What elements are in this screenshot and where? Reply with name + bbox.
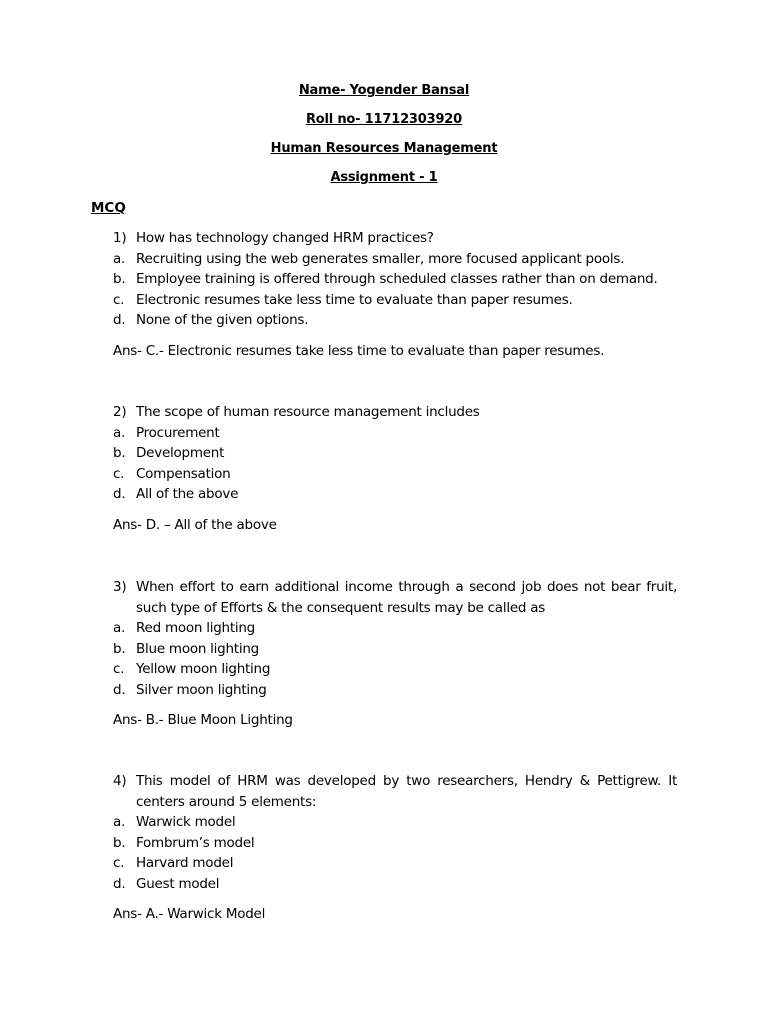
question-prompt: This model of HRM was developed by two researchers, Hendry & Pettigrew. It centers around 5 elements:	[136, 773, 677, 810]
option-letter: a.	[113, 814, 126, 830]
option-item	[113, 290, 677, 311]
question-prompt: The scope of human resource management includes	[136, 404, 480, 420]
option-letter: c.	[113, 465, 125, 482]
option-text: Compensation	[136, 465, 231, 482]
option-letter: c.	[113, 291, 125, 308]
option-letter: c.	[113, 661, 125, 677]
option-item	[113, 310, 677, 331]
question-text	[113, 228, 677, 249]
option-item	[113, 443, 677, 464]
option-letter: a.	[113, 620, 126, 636]
option-text: Red moon lighting	[136, 620, 256, 636]
answer-text: Ans- B.- Blue Moon Lighting	[113, 712, 293, 728]
roll-number: Roll no- 11712303920	[306, 112, 462, 127]
option-text: Development	[136, 445, 225, 461]
subject-title: Human Resources Management	[270, 141, 498, 156]
question-1	[113, 228, 677, 361]
option-text: Warwick model	[136, 814, 236, 830]
option-text: Guest model	[136, 875, 220, 892]
option-letter: d.	[113, 681, 126, 698]
option-text: Silver moon lighting	[136, 681, 267, 698]
answer-text: Ans- D. – All of the above	[113, 516, 277, 533]
question-number: 2)	[113, 404, 127, 420]
question-prompt: How has technology changed HRM practices?	[136, 230, 434, 246]
option-item	[113, 680, 677, 701]
option-text: Blue moon lighting	[136, 640, 259, 657]
option-item	[113, 874, 677, 895]
question-text	[113, 402, 677, 423]
option-item	[113, 269, 677, 290]
answer-text: Ans- C.- Electronic resumes take less time to evaluate than paper resumes.	[113, 342, 605, 359]
option-item	[113, 853, 677, 874]
option-letter: b.	[113, 640, 126, 657]
section-heading: MCQ	[91, 200, 126, 216]
option-item	[113, 639, 677, 660]
option-list	[113, 812, 677, 894]
answer-text: Ans- A.- Warwick Model	[113, 906, 266, 922]
option-text: Electronic resumes take less time to evaluate than paper resumes.	[136, 291, 573, 308]
question-text	[113, 577, 677, 618]
option-text: Recruiting using the web generates smaller, more focused applicant pools.	[136, 250, 625, 267]
option-item	[113, 423, 677, 444]
option-letter: d.	[113, 486, 126, 502]
option-text: Procurement	[136, 424, 220, 441]
option-item	[113, 833, 677, 854]
question-prompt: When effort to earn additional income through a second job does not bear fruit, such type of Efforts & the consequent results may be called as	[136, 579, 677, 616]
option-list	[113, 249, 677, 331]
option-list	[113, 618, 677, 700]
option-item	[113, 464, 677, 485]
student-name: Name- Yogender Bansal	[298, 83, 470, 98]
option-letter: b.	[113, 445, 126, 461]
option-letter: a.	[113, 250, 126, 267]
option-text: Harvard model	[136, 855, 234, 871]
option-letter: d.	[113, 875, 126, 892]
option-item	[113, 249, 677, 270]
option-list	[113, 423, 677, 505]
option-text: None of the given options.	[136, 312, 309, 328]
question-number: 1)	[113, 230, 127, 246]
question-number: 4)	[113, 773, 127, 789]
option-item	[113, 484, 677, 505]
question-number: 3)	[113, 579, 127, 595]
assignment-title: Assignment - 1	[330, 170, 438, 185]
option-letter: a.	[113, 424, 126, 441]
option-text: Fombrum’s model	[136, 834, 255, 851]
option-letter: c.	[113, 855, 125, 871]
option-letter: b.	[113, 271, 126, 287]
option-item	[113, 812, 677, 833]
question-2	[113, 402, 677, 535]
option-item	[113, 618, 677, 639]
question-text	[113, 771, 677, 812]
option-text: Employee training is offered through scheduled classes rather than on demand.	[136, 271, 658, 287]
option-item	[113, 659, 677, 680]
option-text: Yellow moon lighting	[136, 661, 271, 677]
option-letter: b.	[113, 834, 126, 851]
option-text: All of the above	[136, 486, 239, 502]
question-4	[113, 771, 677, 925]
option-letter: d.	[113, 312, 126, 328]
question-3	[113, 577, 677, 731]
